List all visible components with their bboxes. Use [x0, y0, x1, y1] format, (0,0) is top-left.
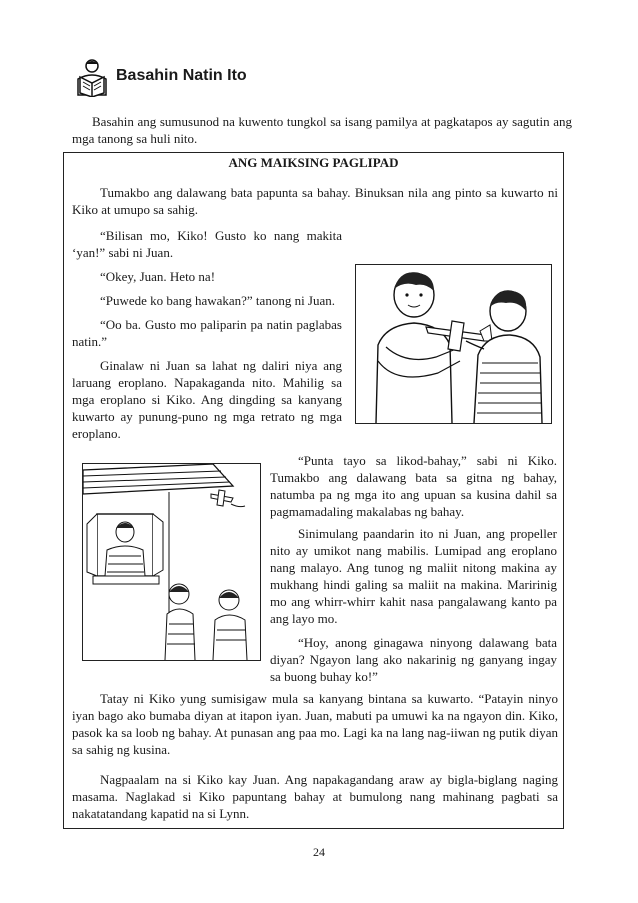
story-paragraph: “Okey, Juan. Heto na! [100, 269, 216, 284]
story-paragraph: Nagpaalam na si Kiko kay Juan. Ang napakagandang araw ay bigla-biglang naging masama. Naglakad si Kiko papuntang bahay at bumulong nang mahinang pagbati sa nakatatandang kapatid na si Lynn. [72, 772, 558, 821]
story-paragraph: Tumakbo ang dalawang bata papunta sa bahay. Binuksan nila ang pinto sa kuwarto ni Kiko at umupo sa sahig. [72, 185, 558, 217]
window-scene-drawing [83, 464, 260, 660]
section-header [72, 57, 372, 97]
story-paragraph: Tatay ni Kiko yung sumisigaw mula sa kanyang bintana sa kuwarto. “Patayin ninyo iyan bago ako bumaba diyan at itapon iyan. Juan, mabuti pa umuwi ka na ngayon din. Kiko, pasok ka sa loob ng bahay. At punasan ang paa mo. Lagi ka na lang nag-iiwan ng putik diyan sa sahig ng kusina. [72, 691, 558, 757]
story-paragraph: “Puwede ko bang hawakan?” tanong ni Juan. [100, 293, 336, 308]
story-paragraph: “Bilisan mo, Kiko! Gusto ko nang makita ‘yan!” sabi ni Juan. [72, 228, 342, 260]
section-title: Basahin Natin Ito [116, 67, 247, 84]
reading-person-icon [72, 57, 112, 97]
intro-text: Basahin ang sumusunod na kuwento tungkol sa isang pamilya at pagkatapos ay sagutin ang mga tanong sa huli nito. [72, 114, 572, 146]
illustration-father-at-window [82, 463, 261, 661]
story-title: ANG MAIKSING PAGLIPAD [228, 155, 399, 170]
illustration-boys-with-airplane [355, 264, 552, 424]
page-number: 24 [313, 845, 325, 859]
story-paragraph: “Hoy, anong ginagawa ninyong dalawang bata diyan? Ngayon lang ako nakarinig ng ganyang ingay sa buong buhay ko!” [270, 635, 557, 684]
boys-airplane-drawing [356, 265, 551, 423]
story-paragraph: Ginalaw ni Juan sa lahat ng daliri niya ang laruang eroplano. Napakaganda nito. Mahilig sa mga eroplano si Kiko. Ang dingding sa kanyang kuwarto ay punung-puno ng mga retrato ng mga eroplano. [72, 358, 342, 441]
story-paragraph: “Oo ba. Gusto mo paliparin pa natin paglabas natin.” [72, 317, 342, 349]
story-paragraph: Sinimulang paandarin ito ni Juan, ang propeller nito ay umikot nang mabilis. Lumipad ang eroplano nang malayo. Ang tunog ng maliit nitong makina ay mukhang hindi galing sa maliit na makina. Maririnig mo ang whirr-whirr kahit nasa pangalawang kanto pa ang layo mo. [270, 526, 557, 626]
story-paragraph: “Punta tayo sa likod-bahay,” sabi ni Kiko. Tumakbo ang dalawang bata sa gitna ng bahay, natumba pa ng mga ito ang upuan sa kusina dahil sa pagmamadaling makalabas ng bahay. [270, 453, 557, 519]
